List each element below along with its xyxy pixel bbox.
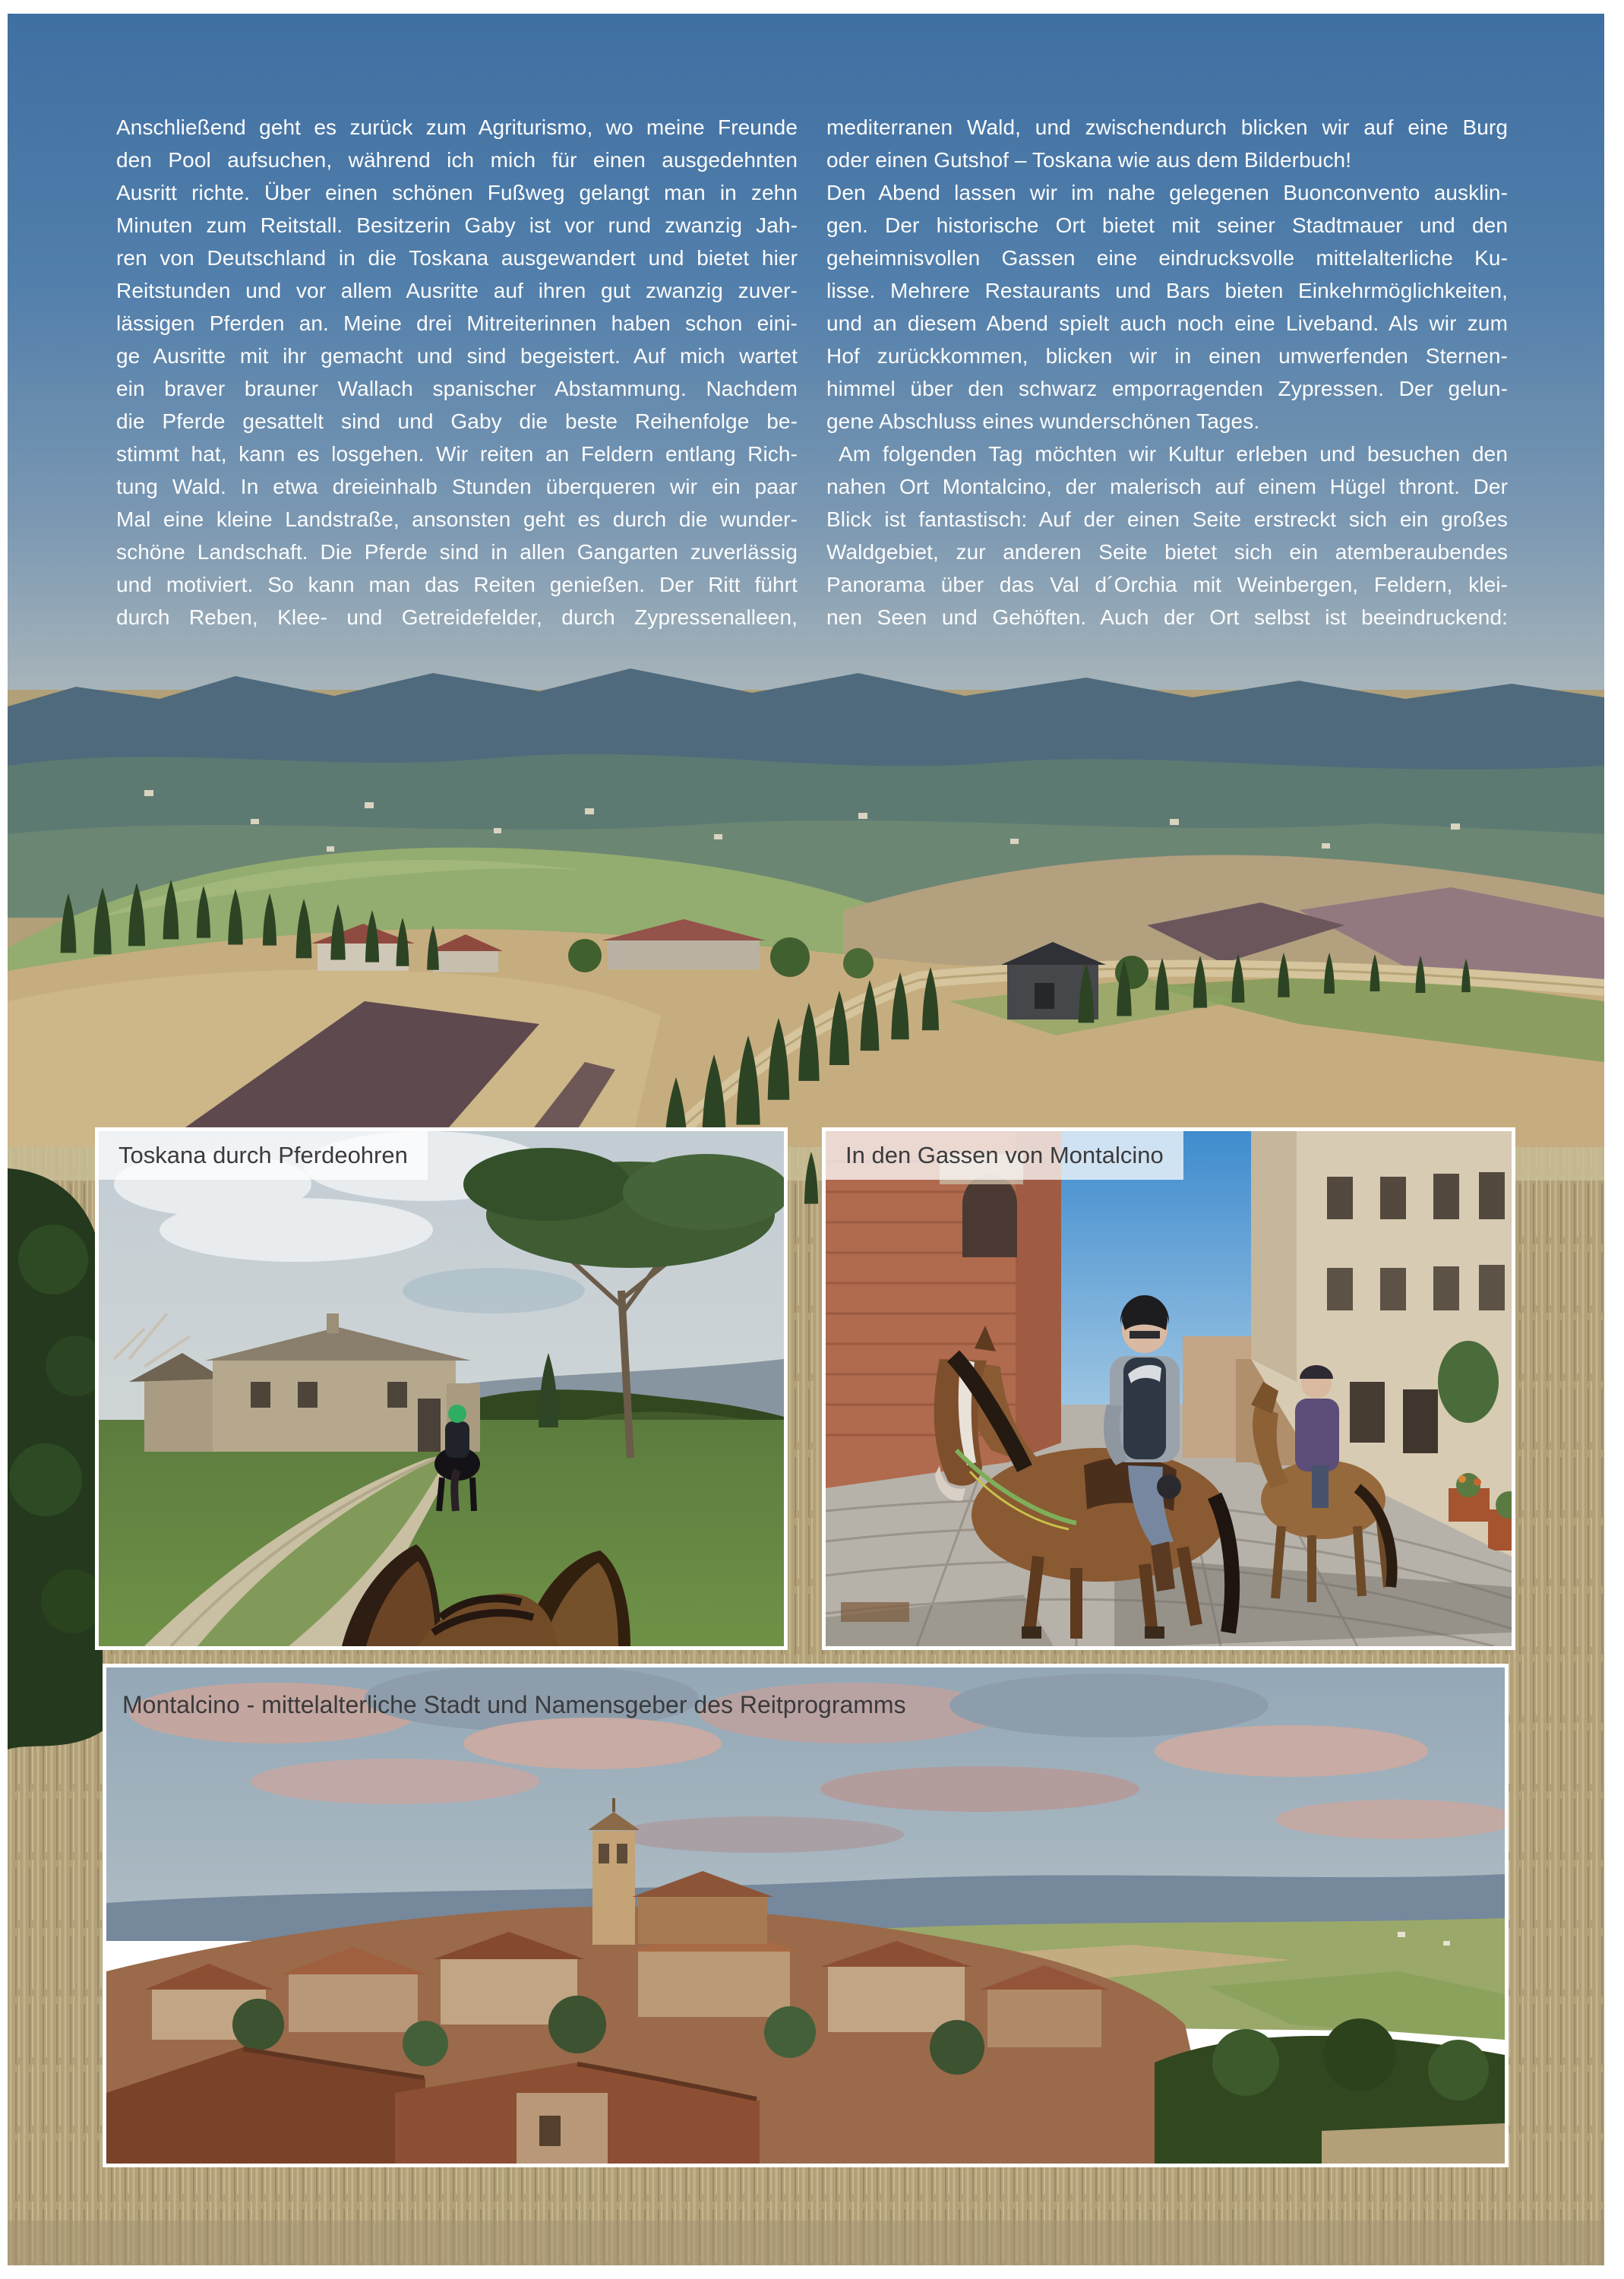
article-text-line: oder einen Gutshof – Toskana wie aus dem Bilderbuch! (826, 148, 1352, 172)
article-text-line: nahen Ort Montalcino, der malerisch auf einem Hügel thront. Der (826, 475, 1508, 498)
photo1-caption: Toskana durch Pferdeohren (99, 1131, 428, 1180)
photo2-caption: In den Gassen von Montalcino (826, 1131, 1183, 1180)
article-column-right (826, 111, 1508, 634)
article-text-line: Mal eine kleine Landstraße, ansonsten geht es durch die wunder- (116, 507, 798, 531)
article-text-line: Waldgebiet, zur anderen Seite bietet sich ein atemberaubendes (826, 540, 1508, 564)
forest-strip (8, 1168, 106, 1750)
article-text-line: Am folgenden Tag möchten wir Kultur erleben und besuchen den (839, 442, 1508, 466)
article-text-line: mediterranen Wald, und zwischendurch blicken wir auf eine Burg (826, 115, 1508, 139)
article-text-line: Anschließend geht es zurück zum Agriturismo, wo meine Freunde (116, 115, 798, 139)
article-text-line: lisse. Mehrere Restaurants und Bars bieten Einkehrmöglichkeiten, (826, 279, 1508, 302)
photo1-illustration (99, 1131, 784, 1646)
photo-toskana-durch-pferdeohren (95, 1127, 788, 1650)
article-text-line: und an diesem Abend spielt auch noch eine Liveband. Als wir zum (826, 311, 1508, 335)
article-text-line: Ausritt richte. Über einen schönen Fußweg gelangt man in zehn (116, 181, 798, 204)
article-text-line: Panorama über das Val d´Orchia mit Weinbergen, Feldern, klei- (826, 573, 1508, 596)
article-text-line: tung Wald. In etwa dreieinhalb Stunden überqueren wir ein paar (116, 475, 798, 498)
article-text-line: Reitstunden und vor allem Ausritte auf ihren gut zwanzig zuver- (116, 279, 798, 302)
photo3-caption: Montalcino - mittelalterliche Stadt und Namensgeber des Reitprogramms (122, 1691, 906, 1718)
photo2-illustration (826, 1131, 1512, 1646)
article-text-line: schöne Landschaft. Die Pferde sind in allen Gangarten zuverlässig (116, 540, 798, 564)
article-text-line: himmel über den schwarz emporragenden Zypressen. Der gelun- (826, 377, 1508, 400)
article-text-line: nen Seen und Gehöften. Auch der Ort selbst ist beeindruckend: (826, 605, 1508, 629)
article-text-line: Den Abend lassen wir im nahe gelegenen Buonconvento ausklin- (826, 181, 1508, 204)
article-text-line: lässigen Pferden an. Meine drei Mitreiterinnen haben schon eini- (116, 311, 798, 335)
photo3-illustration (106, 1667, 1505, 2164)
article-text-line: und motiviert. So kann man das Reiten genießen. Der Ritt führt (116, 573, 798, 596)
article-text-line: Hof zurückkommen, blicken wir in einen umwerfenden Sternen- (826, 344, 1508, 368)
photo-montalcino-panorama (103, 1664, 1509, 2167)
article-text-line: geheimnisvollen Gassen eine eindrucksvolle mittelalterliche Ku- (826, 246, 1508, 270)
article-text-line: stimmt hat, kann es losgehen. Wir reiten an Feldern entlang Rich- (116, 442, 798, 466)
article-text-line: gene Abschluss eines wunderschönen Tages. (826, 409, 1260, 433)
article-text-line: durch Reben, Klee- und Getreidefelder, durch Zypressenalleen, (116, 605, 798, 629)
article-text-line: gen. Der historische Ort bietet mit seiner Stadtmauer und den (826, 213, 1508, 237)
photo-gassen-von-montalcino (822, 1127, 1515, 1650)
article-text-line: ren von Deutschland in die Toskana ausgewandert und bietet hier (116, 246, 798, 270)
article-text-line: die Pferde gesattelt sind und Gaby die beste Reihenfolge be- (116, 409, 798, 433)
article-text-line: den Pool aufsuchen, während ich mich für einen ausgedehnten (116, 148, 798, 172)
article-column-left (116, 111, 798, 634)
article-text-line: Minuten zum Reitstall. Besitzerin Gaby ist vor rund zwanzig Jah- (116, 213, 798, 237)
article-text-line: Blick ist fantastisch: Auf der einen Seite erstreckt sich ein großes (826, 507, 1508, 531)
article-text-line: ge Ausritte mit ihr gemacht und sind begeistert. Auf mich wartet (116, 344, 798, 368)
article-text-line: ein braver brauner Wallach spanischer Abstammung. Nachdem (116, 377, 798, 400)
right-foreground (1155, 2018, 1505, 2164)
